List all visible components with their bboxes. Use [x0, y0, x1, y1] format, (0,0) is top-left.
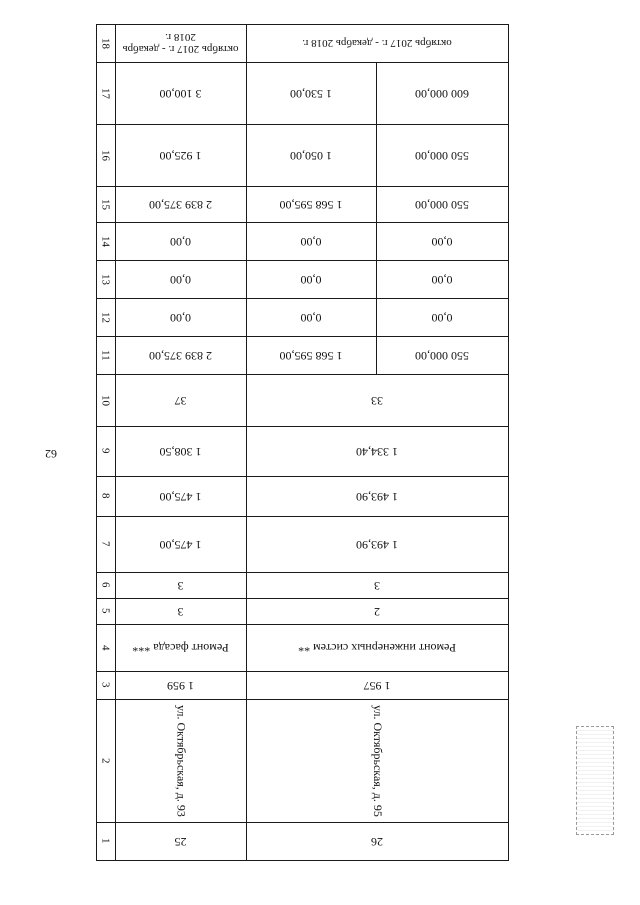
column-number-cell — [96, 336, 115, 374]
row-26-col-8 — [246, 476, 508, 516]
row-25-col-13 — [115, 260, 246, 298]
row-25-col-9 — [115, 426, 246, 476]
column-number-cell — [96, 572, 115, 598]
row-25-col-14-text: 0,00 — [170, 234, 191, 249]
column-number-cell — [96, 426, 115, 476]
column-number: 13 — [99, 273, 112, 285]
row-26-col-15-b — [376, 186, 508, 222]
column-number-cell — [96, 598, 115, 624]
row-26-col-13-a-text: 0,00 — [300, 272, 322, 287]
address-text-26: ул. Октябрьская, д. 95 — [370, 704, 385, 817]
column-number: 17 — [99, 87, 112, 99]
row-26-col-17-b-text: 600 000,00 — [415, 86, 469, 101]
column-number-cell — [96, 624, 115, 671]
row-26-col-16-b — [376, 124, 508, 186]
row-26-col-13-b-text: 0,00 — [431, 272, 453, 287]
row-26-col-10 — [246, 374, 508, 426]
row-26-col-3-text: 1 957 — [363, 678, 391, 693]
row-26-col-7-text: 1 493,90 — [356, 537, 398, 552]
row-25-col-5 — [115, 598, 246, 624]
column-number: 14 — [99, 235, 112, 247]
row-26-col-18 — [246, 24, 508, 62]
column-number-cell — [96, 671, 115, 699]
row-26-col-13-b — [376, 260, 508, 298]
row-26-col-16-b-text: 550 000,00 — [415, 148, 469, 163]
row-25-col-15 — [115, 186, 246, 222]
row-25-col-16-text: 1 925,00 — [159, 148, 202, 163]
row-26-col-18-text: октябрь 2017 г. - декабрь 2018 г. — [302, 37, 452, 50]
row-26-col-16-a-text: 1 050,00 — [290, 148, 332, 163]
page-number: 62 — [45, 447, 57, 462]
column-number-cell — [96, 260, 115, 298]
row-25-col-17 — [115, 62, 246, 124]
row-25-col-17-text: 3 100,00 — [159, 86, 202, 101]
scan-stamp-placeholder — [576, 726, 614, 835]
row-26-col-14-b — [376, 222, 508, 260]
row-26-col-11-a-text: 1 568 595,00 — [279, 348, 343, 363]
row-26-col-14-a — [246, 222, 376, 260]
row-25-col-18 — [115, 24, 246, 62]
row-26-col-9 — [246, 426, 508, 476]
column-number: 10 — [99, 394, 112, 406]
row-25-col-10-text: 37 — [174, 393, 187, 408]
column-number: 15 — [99, 198, 112, 210]
row-26-col-16-a — [246, 124, 376, 186]
row-25-col-11-text: 2 839 375,00 — [149, 348, 212, 363]
column-number: 4 — [99, 644, 112, 651]
row-25-col-10 — [115, 374, 246, 426]
row-26-col-17-a — [246, 62, 376, 124]
row-25-col-5-text: 3 — [177, 604, 184, 619]
column-number-cell — [96, 516, 115, 572]
column-number: 3 — [99, 682, 112, 688]
row-26-col-12-a-text: 0,00 — [300, 310, 322, 325]
row-25-col-14 — [115, 222, 246, 260]
row-26-col-14-a-text: 0,00 — [300, 234, 322, 249]
row-26-col-15-b-text: 550 000,00 — [415, 197, 469, 212]
row-25-col-7 — [115, 516, 246, 572]
row-26-col-15-a — [246, 186, 376, 222]
column-number-cell — [96, 699, 115, 822]
row-26-col-14-b-text: 0,00 — [431, 234, 453, 249]
column-number: 11 — [99, 349, 112, 361]
row-26-col-7 — [246, 516, 508, 572]
row-25-col-8-text: 1 475,00 — [159, 489, 202, 504]
row-26-col-11-a — [246, 336, 376, 374]
row-25-col-3 — [115, 671, 246, 699]
row-26-col-6-text: 3 — [374, 578, 380, 593]
row-26-col-1 — [246, 822, 508, 860]
column-number-cell — [96, 822, 115, 860]
row-25-col-9-text: 1 308,50 — [159, 444, 202, 459]
row-25-col-11 — [115, 336, 246, 374]
row-26-col-3 — [246, 671, 508, 699]
row-26-col-12-b-text: 0,00 — [431, 310, 453, 325]
row-25-col-16 — [115, 124, 246, 186]
row-26-col-11-b-text: 550 000,00 — [415, 348, 469, 363]
row-25-col-4-text: Ремонт фасада *** — [132, 641, 229, 656]
row-25-col-1 — [115, 822, 246, 860]
row-26-col-1-text: 26 — [371, 834, 383, 849]
column-number-cell — [96, 186, 115, 222]
row-26-col-9-text: 1 334,40 — [356, 444, 398, 459]
column-number-cell — [96, 298, 115, 336]
column-number: 18 — [99, 37, 112, 49]
row-26-col-4 — [246, 624, 508, 671]
column-number-cell — [96, 62, 115, 124]
row-26-col-4-text: Ремонт инженерных систем ** — [298, 641, 456, 656]
column-number: 5 — [99, 608, 112, 614]
row-25-col-4 — [115, 624, 246, 671]
column-number: 12 — [99, 311, 112, 323]
row-25-col-6 — [115, 572, 246, 598]
column-number: 16 — [99, 149, 112, 161]
table-border — [96, 860, 509, 861]
column-number: 7 — [99, 541, 112, 547]
row-25-col-1-text: 25 — [174, 834, 187, 849]
row-26-col-6 — [246, 572, 508, 598]
column-number: 1 — [99, 838, 112, 844]
column-number: 9 — [99, 448, 112, 454]
row-26-col-13-a — [246, 260, 376, 298]
column-number-cell — [96, 374, 115, 426]
column-number: 6 — [99, 582, 112, 588]
row-25-col-15-text: 2 839 375,00 — [149, 197, 212, 212]
column-number-cell — [96, 222, 115, 260]
row-25-col-12-text: 0,00 — [170, 310, 191, 325]
row-26-col-17-a-text: 1 530,00 — [290, 86, 332, 101]
row-25-col-6-text: 3 — [177, 578, 184, 593]
column-number-cell — [96, 24, 115, 62]
address-cell-26 — [246, 699, 508, 822]
row-25-col-12 — [115, 298, 246, 336]
address-cell-25 — [115, 699, 246, 822]
row-25-col-18-text: октябрь 2017 г. - декабрь 2018 г. — [122, 31, 239, 56]
row-26-col-10-text: 33 — [371, 393, 383, 408]
row-26-col-11-b — [376, 336, 508, 374]
table-border — [508, 24, 509, 861]
row-25-col-3-text: 1 959 — [167, 678, 194, 693]
column-number: 2 — [99, 757, 112, 764]
row-26-col-5-text: 2 — [374, 604, 380, 619]
row-25-col-8 — [115, 476, 246, 516]
row-26-col-15-a-text: 1 568 595,00 — [279, 197, 343, 212]
column-number-cell — [96, 124, 115, 186]
column-number-cell — [96, 476, 115, 516]
row-26-col-12-a — [246, 298, 376, 336]
row-25-col-7-text: 1 475,00 — [159, 537, 202, 552]
row-26-col-5 — [246, 598, 508, 624]
column-number: 8 — [99, 493, 112, 499]
row-26-col-12-b — [376, 298, 508, 336]
address-text-25: ул. Октябрьская, д. 93 — [174, 704, 189, 817]
row-26-col-17-b — [376, 62, 508, 124]
row-26-col-8-text: 1 493,90 — [356, 489, 398, 504]
row-25-col-13-text: 0,00 — [170, 272, 191, 287]
